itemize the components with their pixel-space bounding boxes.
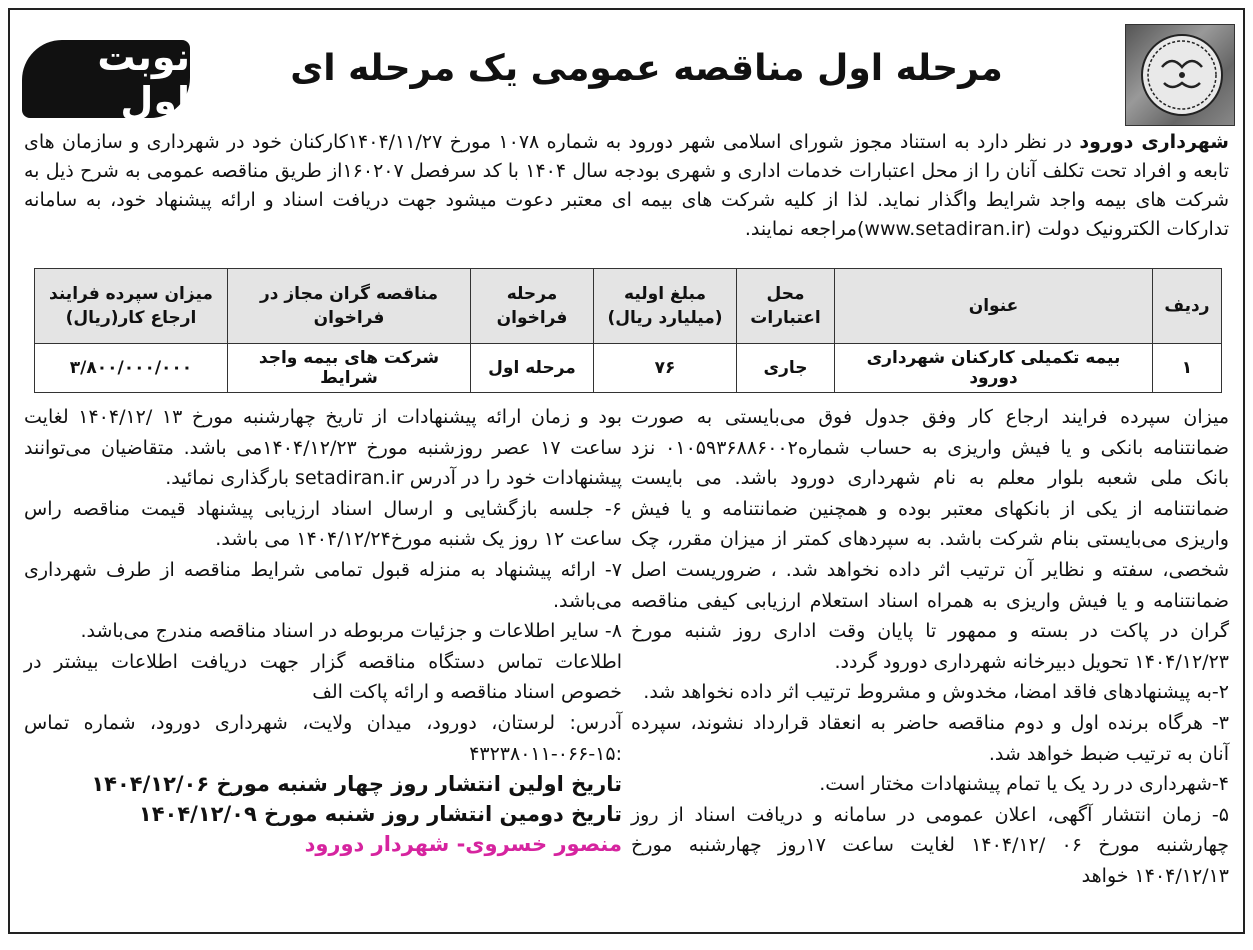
intro-text: در نظر دارد به استناد مجوز شورای اسلامی شهر دورود به شماره ۱۰۷۸ مورخ ۱۴۰۴/۱۱/۲۷کارکنان خود در شهرداری و سازمان های تابعه و افراد تحت تکلف آنان را از محل اعتبارات خدمات اداری و شهری بودجه سال ۱۴۰۴ با کد سرفصل ۱۶۰۲۰۷از طریق مناقصه عمومی به شرح ذیل به شرکت های بیمه واجد شرایط واگذار نماید. لذا از کلیه شرکت های بیمه ای معتبر دعوت میشود جهت دریافت اسناد و ارائه پیشنهاد خود، به سامانه تدارکات الکترونیک دولت (www.setadiran.ir)مراجعه نمایند.	[24, 131, 1229, 240]
signer: منصور خسروی- شهردار دورود	[304, 832, 622, 857]
contact-info: اطلاعات تماس دستگاه مناقصه گزار جهت دریافت اطلاعات بیشتر در خصوص اسناد مناقصه و ارائه پاکت الف	[24, 650, 622, 704]
right-column	[631, 402, 1229, 892]
tender-table	[34, 268, 1222, 393]
col-header-budget-source: محل اعتبارات	[737, 269, 835, 344]
cell-call-stage: مرحله اول	[471, 344, 594, 393]
cell-deposit-amount: ۳/۸۰۰/۰۰۰/۰۰۰	[35, 344, 228, 393]
clause-3: ۳- هرگاه برنده اول و دوم مناقصه حاضر به انعقاد قرارداد نشوند، سپرده آنان به ترتیب ضبط خواهد شد.	[631, 711, 1229, 765]
cell-eligible-bidders: شرکت های بیمه واجد شرایط	[228, 344, 471, 393]
clause-7: ۷- ارائه پیشنهاد به منزله قبول تمامی شرایط مناقصه از طرف شهرداری می‌باشد.	[24, 558, 622, 612]
left-column	[24, 402, 622, 860]
page-title: مرحله اول مناقصه عمومی یک مرحله ای	[290, 48, 1003, 89]
deposit-paragraph: میزان سپرده فرایند ارجاع کار وفق جدول فوق می‌بایستی به صورت ضمانتنامه بانکی و یا فیش واریزی به حساب شماره۰۱۰۵۹۳۶۸۸۶۰۰۲ نزد بانک ملی شعبه بلوار معلم به نام شهرداری دورود باشد. می بایست ضمانتنامه از یکی از بانکهای معتبر بوده و همچنین ضمانتنامه و یا فیش واریزی می‌بایستی بنام شرکت باشد. به سپردهای کمتر از میزان مقرر، چک شخصی، سفته و نظایر آن ترتیب اثر داده نخواهد شد. ، ضروریست اصل ضمانتنامه و یا فیش واریزی به همراه اسناد استعلام ارزیابی کیفی مناقصه گران در پاکت در بسته و ممهور تا پایان وقت اداری روز شنبه مورخ ۱۴۰۴/۱۲/۲۳ تحویل دبیرخانه شهرداری دورود گردد.	[631, 406, 1229, 673]
table-row	[35, 344, 1222, 393]
cell-row-number: ۱	[1153, 344, 1222, 393]
col-header-deposit-amount: میزان سپرده فرایند ارجاع کار(ریال)	[35, 269, 228, 344]
col-header-title: عنوان	[835, 269, 1153, 344]
cell-budget-source: جاری	[737, 344, 835, 393]
col-header-row-number: ردیف	[1153, 269, 1222, 344]
table-header-row	[35, 269, 1222, 344]
organization-name: شهرداری دورود	[1079, 131, 1229, 153]
cell-title: بیمه تکمیلی کارکنان شهرداری دورود	[835, 344, 1153, 393]
municipality-logo	[1125, 24, 1235, 126]
clause-5-continued: بود و زمان ارائه پیشنهادات از تاریخ چهارشنبه مورخ ۱۳ /۱۴۰۴/۱۲ لغایت ساعت ۱۷ عصر روزشنبه مورخ ۱۴۰۴/۱۲/۲۳می باشد. متقاضیان می‌توانند پیشنهادات خود را در آدرس setadiran.ir بارگذاری نمائید.	[24, 406, 622, 490]
col-header-call-stage: مرحله فراخوان	[471, 269, 594, 344]
intro-paragraph	[24, 128, 1229, 244]
col-header-eligible-bidders: مناقصه گران مجاز در فراخوان	[228, 269, 471, 344]
body-columns	[24, 402, 1229, 907]
first-publication-badge: نوبت اول	[22, 40, 190, 118]
header	[10, 10, 1243, 128]
clause-5: ۵- زمان انتشار آگهی، اعلان عمومی در سامانه و دریافت اسناد از روز چهارشنبه مورخ ۰۶ /۱۴۰۴/۱۲ لغایت ساعت ۱۷روز چهارشنبه مورخ ۱۴۰۴/۱۲/۱۳ خواهد	[631, 803, 1229, 887]
cell-initial-amount: ۷۶	[594, 344, 737, 393]
clause-6: ۶- جلسه بازگشایی و ارسال اسناد ارزیابی پیشنهاد قیمت مناقصه راس ساعت ۱۲ روز یک شنبه مورخ۱۴۰۴/۱۲/۲۴ می باشد.	[24, 497, 622, 551]
clause-2: ۲-به پیشنهادهای فاقد امضا، مخدوش و مشروط ترتیب اثر داده نخواهد شد.	[643, 681, 1229, 704]
tender-notice	[8, 8, 1245, 934]
second-publication-date: تاریخ دومین انتشار روز شنبه مورخ ۱۴۰۴/۱۲/۰۹	[138, 802, 622, 827]
clause-4: ۴-شهرداری در رد یک یا تمام پیشنهادات مختار است.	[819, 773, 1229, 796]
col-header-initial-amount: مبلغ اولیه (میلیارد ریال)	[594, 269, 737, 344]
first-publication-date: تاریخ اولین انتشار روز چهار شنبه مورخ ۱۴۰۴/۱۲/۰۶	[91, 772, 622, 797]
address: آدرس: لرستان، دورود، میدان ولایت، شهرداری دورود، شماره تماس :۱۵-۰۶۶-۴۳۲۳۸۰۱۱	[24, 711, 622, 765]
clause-8: ۸- سایر اطلاعات و جزئیات مربوطه در اسناد مناقصه مندرج می‌باشد.	[80, 620, 622, 643]
